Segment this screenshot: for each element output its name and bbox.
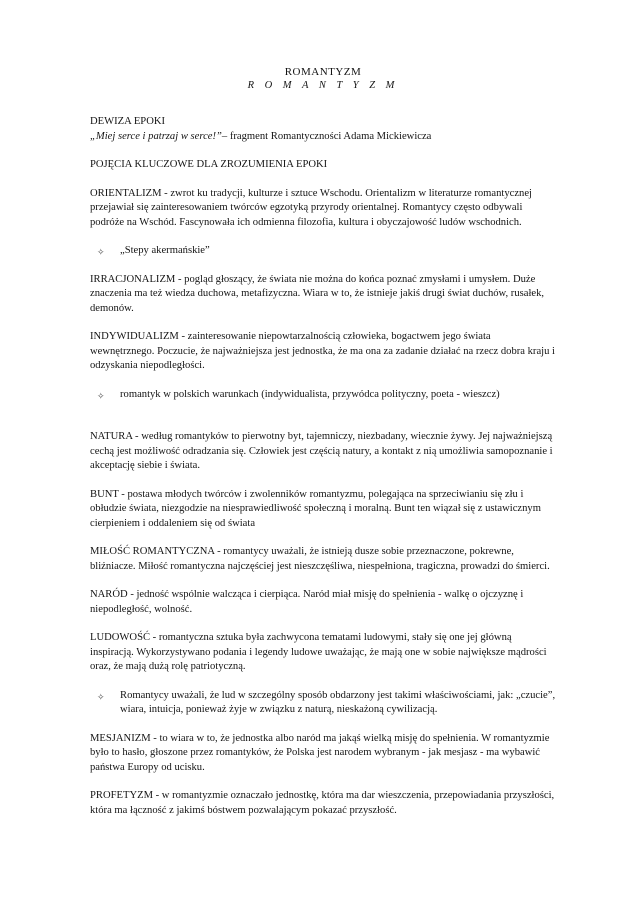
document-paragraph: ORIENTALIZM - zwrot ku tradycji, kulturze i sztuce Wschodu. Orientalizm w literaturze romantycznej przejawiał się zainteresowaniem twórców egzotyką przyrody orientalnej. Romantycy często odbywali podróże na Wschód. Fascynowała ich odmienna filozofia, kultura i obyczajowość ludów wschodnich.: [90, 187, 532, 228]
heading-line: DEWIZA EPOKI: [90, 116, 166, 127]
bullet-text: romantyk w polskich warunkach (indywidualista, przywódca polityczny, poeta - wieszcz): [120, 388, 500, 400]
document-paragraph: MIŁOŚĆ ROMANTYCZNA - romantycy uważali, że istnieją dusze sobie przeznaczone, pokrewne, bliźniacze. Miłość romantyczna najczęściej jest nieszczęśliwa, niespełniona, tragiczna, prowadzi do śmierci.: [90, 546, 550, 572]
document-paragraph: IRRACJONALIZM - pogląd głoszący, że świata nie można do końca poznać zmysłami i umysłem. Duże znaczenia ma też wiedza duchowa, metafizyczna. Wiara w to, że istnieje jakiś drugi świat duchów, rusałek, demonów.: [90, 273, 545, 314]
diamond-bullet-icon: ✧: [97, 691, 105, 702]
page-title: ROMANTYZM: [284, 66, 362, 78]
bullet-text: „Stepy akermańskie”: [120, 245, 210, 256]
diamond-bullet-icon: ✧: [97, 247, 105, 257]
quote-attribution: fragment Romantyczności Adama Mickiewicza: [229, 130, 432, 142]
bullet-item: [90, 388, 556, 403]
document-paragraph: NARÓD - jedność wspólnie walcząca i cierpiąca. Naród miał misję do spełnienia - walkę o ojczyznę i niepodległość, wolność.: [90, 589, 524, 615]
vertical-spacer: [90, 416, 556, 430]
document-paragraph: LUDOWOŚĆ - romantyczna sztuka była zachwycona tematami ludowymi, stały się one jej główną inspiracją. Wykorzystywano podania i legendy ludowe uważając, że mają one w sobie największe mądrości oraz, że mają dużą rolę patriotyczną.: [90, 632, 547, 672]
quote-text: „Miej serce i patrzaj w serce!”–: [90, 130, 230, 142]
document-paragraph: PROFETYZM - w romantyzmie oznaczało jednostkę, która ma dar wieszczenia, przepowiadania przyszłości, która ma łączność z jakimś bóstwem pozwalającym pokazać przyszłość.: [90, 790, 555, 816]
document-paragraph: NATURA - według romantyków to pierwotny byt, tajemniczy, niezbadany, wiecznie żywy. Jej najważniejszą cechą jest możliwość odradzania się. Człowiek jest częścią natury, a kontakt z nią umożliwia samopoznanie i akceptację siebie i świata.: [90, 431, 553, 471]
document-paragraph: INDYWIDUALIZM - zainteresowanie niepowtarzalnością człowieka, bogactwem jego świata wewnętrznego. Poczucie, że najważniejsza jest jednostka, że ma ona za zadanie działać na rzecz dobra kraju i odzyskania niepodległości.: [90, 331, 555, 371]
document-paragraph: BUNT - postawa młodych twórców i zwolenników romantyzmu, polegająca na sprzeciwianiu się złu i obłudzie świata, niezgodzie na niesprawiedliwość społeczną i moralną. Bunt ten wiązał się z ustawicznym cierpieniem i oddaleniem się od świata: [90, 488, 541, 529]
bullet-item: [90, 689, 556, 718]
document-paragraph: POJĘCIA KLUCZOWE DLA ZROZUMIENIA EPOKI: [90, 159, 328, 170]
page-title-italic: R O M A N T Y Z M: [247, 80, 399, 91]
diamond-bullet-icon: ✧: [97, 390, 105, 401]
document-content: [90, 66, 556, 832]
document-paragraph: MESJANIZM - to wiara w to, że jednostka albo naród ma jakąś wielką misję do spełnienia. W romantyzmie było to hasło, głoszone przez romantyków, że Polska jest narodem wybranym - jak mesjasz - ma wybawić państwa Europy od ucisku.: [90, 732, 550, 773]
bullet-item: [90, 244, 556, 259]
bullet-text: Romantycy uważali, że lud w szczególny sposób obdarzony jest takimi właściwościami, jak: „czucie”, wiara, intuicja, ponieważ żyje w związku z naturą, nieskażoną cywilizacją.: [120, 689, 556, 715]
epigraph-line: [90, 130, 556, 145]
document-body: [90, 115, 556, 818]
